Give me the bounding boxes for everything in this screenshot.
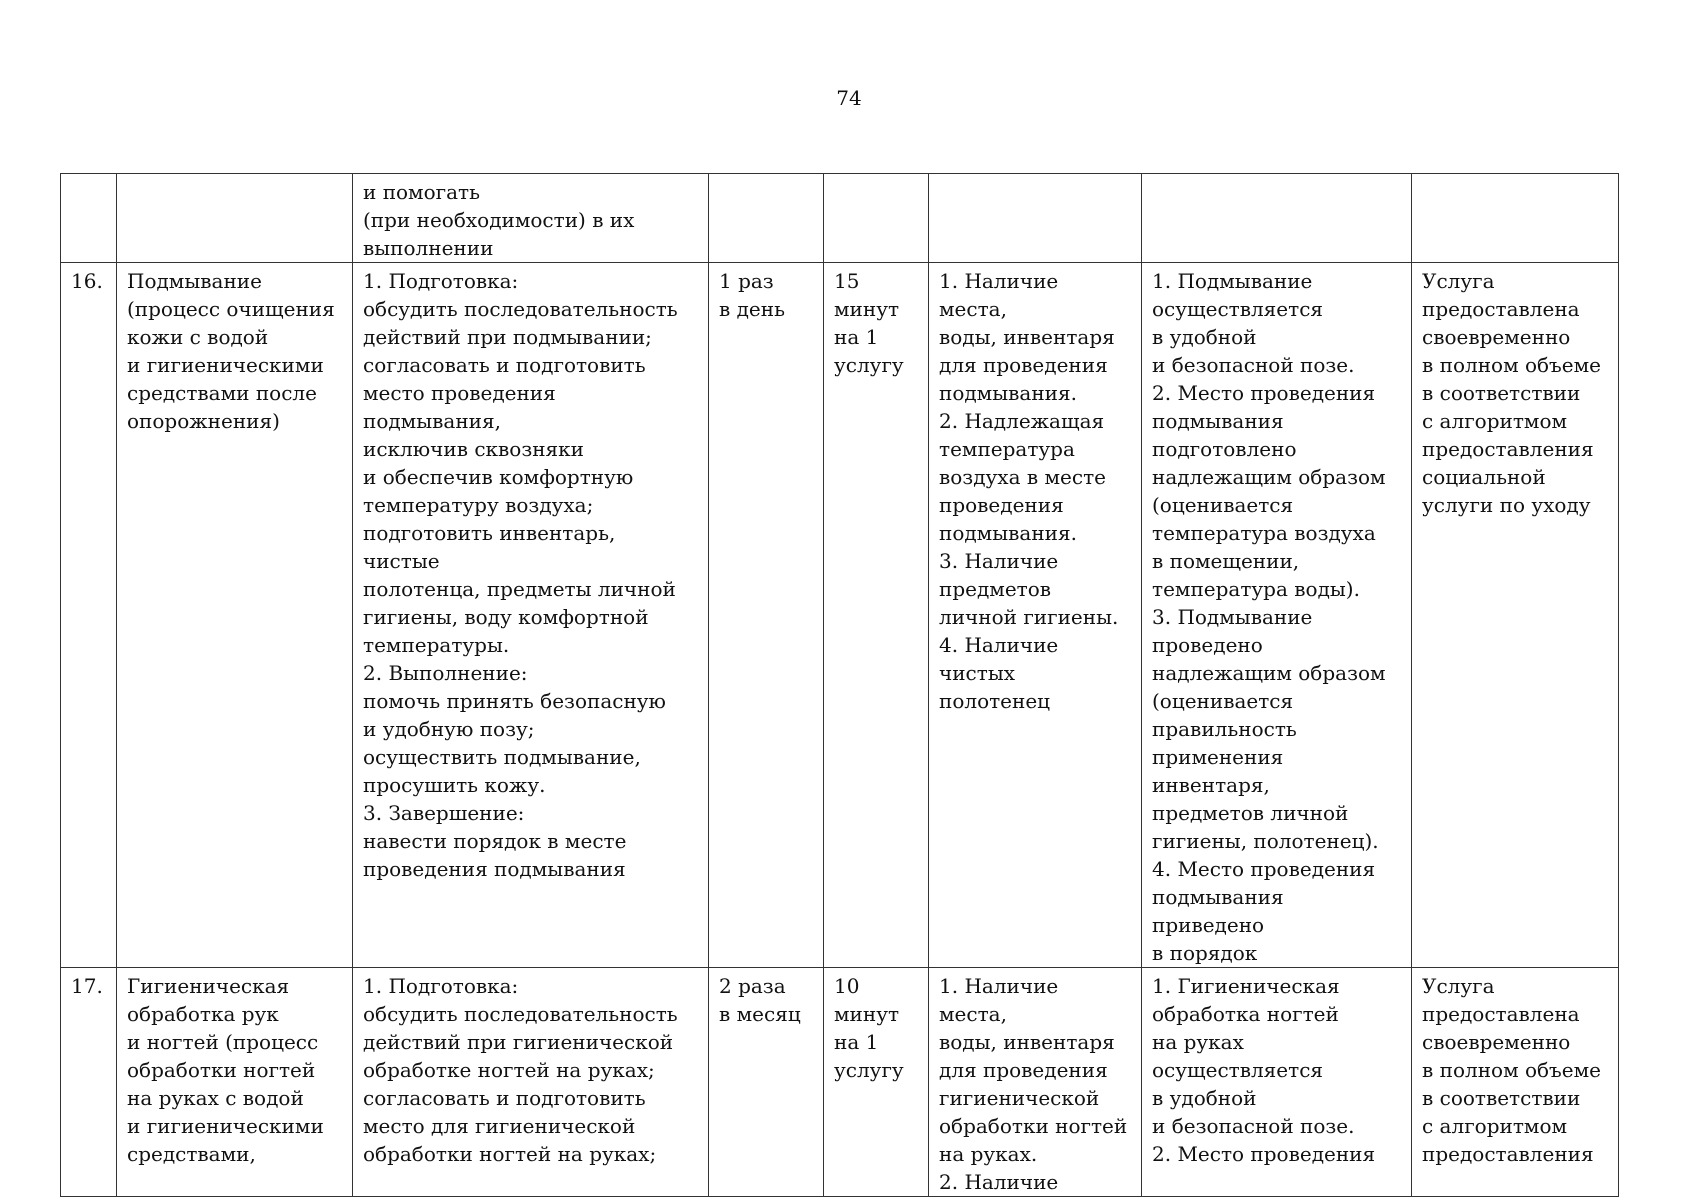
table-row: [61, 174, 1619, 263]
services-table: [60, 173, 1619, 1197]
frequency-cell: 1 раз в день: [709, 263, 824, 968]
result-cell: [1412, 174, 1619, 263]
service-name-cell: Гигиеническая обработка рук и ногтей (процесс обработки ногтей на руках с водой и гигиеническими средствами,: [117, 968, 353, 1197]
row-number-cell: 17.: [61, 968, 117, 1197]
conditions-cell: 1. Наличие места, воды, инвентаря для проведения подмывания. 2. Надлежащая температура воздуха в месте проведения подмывания. 3. Наличие предметов личной гигиены. 4. Наличие чистых полотенец: [929, 263, 1142, 968]
result-cell: Услуга предоставлена своевременно в полном объеме в соответствии с алгоритмом предоставления социальной услуги по уходу: [1412, 263, 1619, 968]
service-content-cell: и помогать (при необходимости) в их выполнении: [353, 174, 709, 263]
conditions-cell: [929, 174, 1142, 263]
duration-cell: 10 минут на 1 услугу: [824, 968, 929, 1197]
service-content-cell: 1. Подготовка: обсудить последовательность действий при подмывании; согласовать и подготовить место проведения подмывания, исключив сквозняки и обеспечив комфортную температуру воздуха; подготовить инвентарь, чистые полотенца, предметы личной гигиены, воду комфортной температуры. 2. Выполнение: помочь принять безопасную и удобную позу; осуществить подмывание, просушить кожу. 3. Завершение: навести порядок в месте проведения подмывания: [353, 263, 709, 968]
table-row: [61, 968, 1619, 1197]
table-row: [61, 263, 1619, 968]
result-cell: Услуга предоставлена своевременно в полном объеме в соответствии с алгоритмом предоставления: [1412, 968, 1619, 1197]
row-number-cell: [61, 174, 117, 263]
service-content-cell: 1. Подготовка: обсудить последовательность действий при гигиенической обработке ногтей на руках; согласовать и подготовить место для гигиенической обработки ногтей на руках;: [353, 968, 709, 1197]
frequency-cell: [709, 174, 824, 263]
quality-cell: 1. Гигиеническая обработка ногтей на руках осуществляется в удобной и безопасной позе. 2. Место проведения: [1142, 968, 1412, 1197]
page-number: 74: [836, 86, 862, 110]
service-name-cell: Подмывание (процесс очищения кожи с водой и гигиеническими средствами после опорожнения): [117, 263, 353, 968]
frequency-cell: 2 раза в месяц: [709, 968, 824, 1197]
duration-cell: 15 минут на 1 услугу: [824, 263, 929, 968]
row-number-cell: 16.: [61, 263, 117, 968]
quality-cell: [1142, 174, 1412, 263]
duration-cell: [824, 174, 929, 263]
conditions-cell: 1. Наличие места, воды, инвентаря для проведения гигиенической обработки ногтей на руках. 2. Наличие: [929, 968, 1142, 1197]
quality-cell: 1. Подмывание осуществляется в удобной и безопасной позе. 2. Место проведения подмывания подготовлено надлежащим образом (оценивается температура воздуха в помещении, температура воды). 3. Подмывание проведено надлежащим образом (оценивается правильность применения инвентаря, предметов личной гигиены, полотенец). 4. Место проведения подмывания приведено в порядок: [1142, 263, 1412, 968]
service-name-cell: [117, 174, 353, 263]
